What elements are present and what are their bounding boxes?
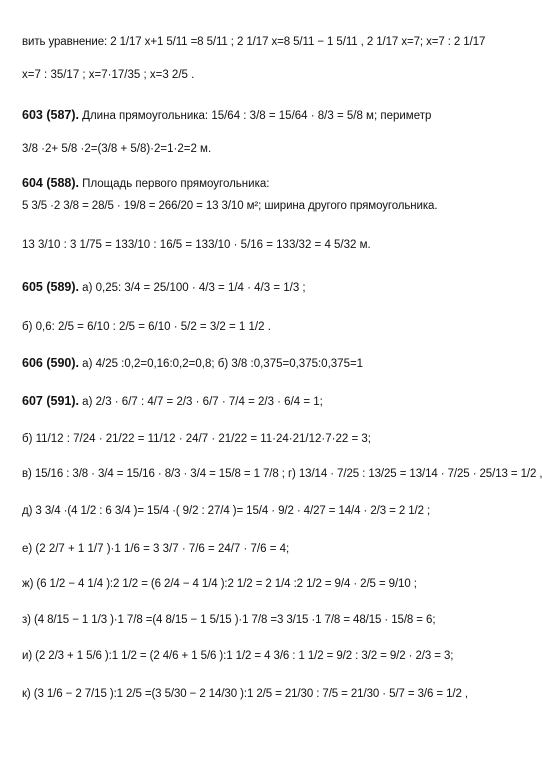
line-text: ж) (6 1/2 − 4 1/4 ):2 1/2 = (6 2/4 − 4 1/4 ):2 1/2 = 2 1/4 :2 1/2 = 9/4 · 2/5 = 9/10 ; — [22, 578, 417, 590]
problem-number: 605 (589). — [22, 280, 79, 294]
line-text: б) 11/12 : 7/24 · 21/22 = 11/12 · 24/7 · 21/22 = 11·24·21/12·7·22 = 3; — [22, 433, 371, 445]
problem-607-i — [22, 650, 470, 663]
problem-number: 604 (588). — [22, 176, 79, 190]
problem-607-z — [22, 614, 470, 627]
line-text: а) 4/25 :0,2=0,16:0,2=0,8; б) 3/8 :0,375=0,375:0,375=1 — [78, 358, 364, 370]
problem-605-a — [22, 280, 470, 295]
problem-605-b — [22, 320, 470, 334]
line-text: в) 15/16 : 3/8 · 3/4 = 15/16 · 8/3 · 3/4 = 15/8 = 1 7/8 ; г) 13/14 · 7/25 : 13/25 = 13/14 · 7/25 · 25/13 = 1/2 , — [22, 468, 542, 480]
line-text: а) 2/3 · 6/7 : 4/7 = 2/3 · 6/7 · 7/4 = 2/3 · 6/4 = 1; — [78, 396, 323, 408]
problem-603-perimeter — [22, 142, 470, 156]
equation-line-continued — [22, 36, 486, 49]
problem-607-zh — [22, 578, 470, 591]
problem-607-a — [22, 394, 470, 409]
line-text: е) (2 2/7 + 1 1/7 )·1 1/6 = 3 3/7 · 7/6 = 24/7 · 7/6 = 4; — [22, 543, 290, 555]
problem-607-d — [22, 505, 470, 518]
line-text: Площадь первого прямоугольника: — [78, 178, 270, 190]
line-text: а) 0,25: 3/4 = 25/100 · 4/3 = 1/4 · 4/3 = 1/3 ; — [78, 282, 306, 294]
problem-603-statement — [22, 108, 470, 123]
line-text: 5 3/5 ·2 3/8 = 28/5 · 19/8 = 266/20 = 13 3/10 м²; ширина другого прямоугольника. — [22, 200, 438, 212]
problem-607-v-g — [22, 468, 542, 481]
problem-607-b — [22, 432, 470, 446]
line-text: д) 3 3/4 ·(4 1/2 : 6 3/4 )= 15/4 ·( 9/2 : 27/4 )= 15/4 · 9/2 · 4/27 = 14/4 · 2/3 = 2 1/2 ; — [22, 505, 431, 517]
problem-604-area — [22, 200, 470, 213]
line-text: 13 3/10 : 3 1/75 = 133/10 : 16/5 = 133/10 · 5/16 = 133/32 = 4 5/32 м. — [22, 239, 371, 251]
problem-number: 607 (591). — [22, 394, 79, 408]
problem-604-statement — [22, 176, 470, 191]
equation-solution-line — [22, 68, 470, 82]
line-text: 3/8 ·2+ 5/8 ·2=(3/8 + 5/8)·2=1·2=2 м. — [22, 143, 212, 155]
problem-604-width — [22, 238, 470, 252]
line-text: Длина прямоугольника: 15/64 : 3/8 = 15/64 · 8/3 = 5/8 м; периметр — [78, 110, 432, 122]
line-text: з) (4 8/15 − 1 1/3 )·1 7/8 =(4 8/15 − 1 5/15 )·1 7/8 =3 3/15 ·1 7/8 = 48/15 · 15/8 = 6; — [22, 614, 436, 626]
line-text: вить уравнение: 2 1/17 x+1 5/11 =8 5/11 ; 2 1/17 x=8 5/11 − 1 5/11 , 2 1/17 x=7; x=7 : 2 1/17 — [22, 36, 486, 48]
problem-607-k — [22, 688, 470, 701]
line-text: x=7 : 35/17 ; x=7·17/35 ; x=3 2/5 . — [22, 69, 195, 81]
problem-606 — [22, 356, 470, 371]
problem-number: 606 (590). — [22, 356, 79, 370]
problem-number: 603 (587). — [22, 108, 79, 122]
line-text: и) (2 2/3 + 1 5/6 ):1 1/2 = (2 4/6 + 1 5/6 ):1 1/2 = 4 3/6 : 1 1/2 = 9/2 : 3/2 = 9/2 · 2/3 = 3; — [22, 650, 454, 662]
line-text: б) 0,6: 2/5 = 6/10 : 2/5 = 6/10 · 5/2 = 3/2 = 1 1/2 . — [22, 321, 271, 333]
problem-607-e — [22, 542, 470, 556]
line-text: к) (3 1/6 − 2 7/15 ):1 2/5 =(3 5/30 − 2 14/30 ):1 2/5 = 21/30 : 7/5 = 21/30 · 5/7 = 3/6 = 1/2 , — [22, 688, 468, 700]
